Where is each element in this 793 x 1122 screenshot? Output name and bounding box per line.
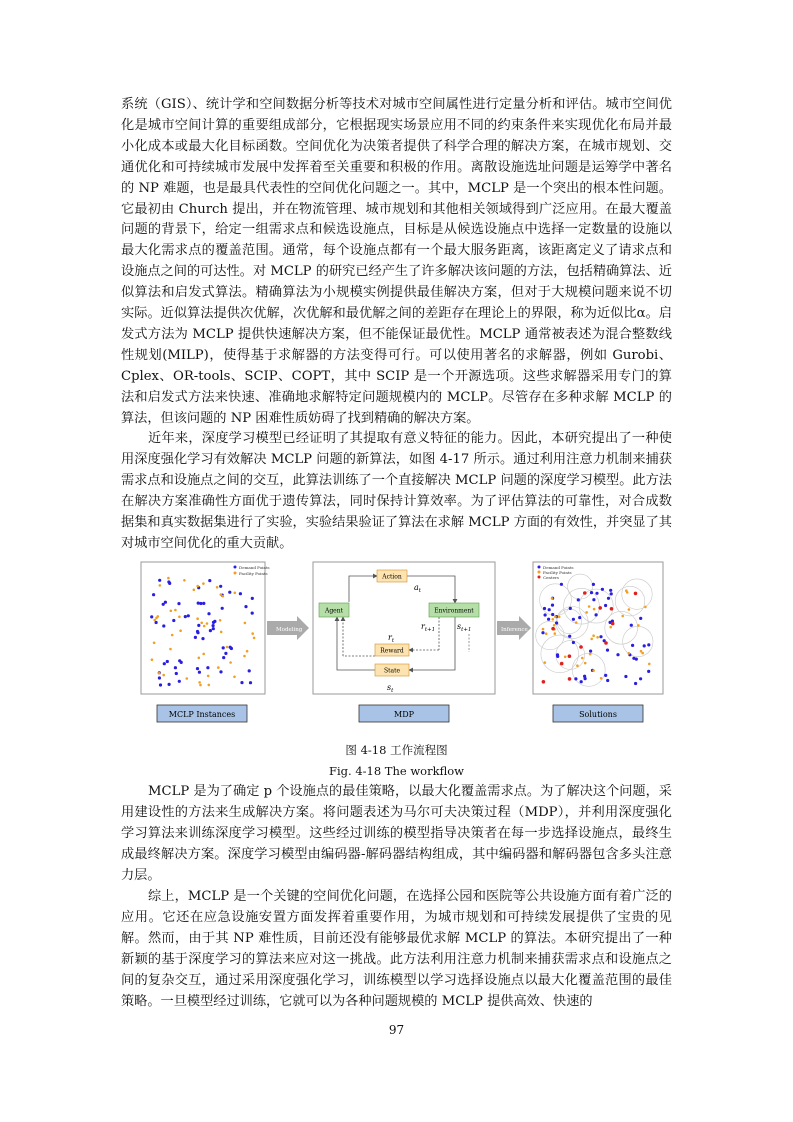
demand-point <box>209 629 212 632</box>
body-paragraph-4: 综上，MCLP 是一个关键的空间优化问题，在选择公园和医院等公共设施方面有着广泛的应用。它还在应急设施安置方面发挥着重要作用，为城市规划和可持续发展提供了宝贵的见解。然而，由于其 NP 难性质，目前还没有能够最优求解 MCLP 的算法。本研究提出了一种新颖的基于深度学习的算法来应对这一挑战。此方法利用注意力机制来捕获需求点和设施点之间的复杂交互，通过采用深度强化学习，训练模型以学习选择设施点以最大化覆盖范围的最佳策略。一旦模型经过训练，它就可以为各种问题规模的 MCLP 提供高效、快速的 <box>121 889 672 1009</box>
demand-point <box>634 682 637 685</box>
facility-point <box>179 629 182 632</box>
facility-point <box>590 638 593 641</box>
body-paragraph-2: 近年来，深度学习模型已经证明了其提取有意义特征的能力。因此，本研究提出了一种使用深度强化学习有效解决 MCLP 问题的新算法，如图 4-17 所示。通过利用注意力机制来捕获需求点和设施点之间的交互，此算法训练了一个直接解决 MCLP 问题的深度学习模型。此方法在解决方案准确性方面优于遗传算法，同时保持计算效率。为了评估算法的可靠性，对合成数据集和真实数据集进行了实验，实验结果验证了算法在求解 MCLP 方面的有效性，并突显了其对城市空间优化的重大贡献。 <box>121 431 672 551</box>
facility-point <box>199 684 202 687</box>
demand-point <box>572 641 575 644</box>
demand-point <box>551 613 554 616</box>
facility-point <box>217 666 220 669</box>
demand-point <box>595 592 598 595</box>
facility-point <box>609 626 612 629</box>
facility-point <box>554 632 557 635</box>
facility-point <box>593 608 596 611</box>
inference-arrow <box>497 616 531 640</box>
demand-point <box>543 607 546 610</box>
demand-point <box>187 614 190 617</box>
demand-point <box>174 666 177 669</box>
demand-point <box>229 646 232 649</box>
center-point <box>611 622 615 626</box>
solutions-label: Solutions <box>579 710 617 719</box>
demand-point <box>164 601 167 604</box>
demand-point <box>178 659 181 662</box>
legend-center-marker-right <box>538 576 541 579</box>
demand-point <box>551 604 554 607</box>
facility-point <box>226 646 229 649</box>
demand-point <box>162 624 165 627</box>
facility-point <box>626 591 629 594</box>
instances-label: MCLP Instances <box>168 710 236 719</box>
facility-point <box>202 653 205 656</box>
facility-point <box>542 628 545 631</box>
demand-point <box>197 624 200 627</box>
center-point <box>568 677 572 681</box>
facility-point <box>628 652 631 655</box>
demand-point <box>158 676 161 679</box>
facility-point <box>243 655 246 658</box>
demand-point <box>604 674 607 677</box>
page-number: 97 <box>388 1023 405 1037</box>
reward-symbol-sub: t <box>391 638 395 644</box>
demand-point <box>166 660 169 663</box>
demand-point <box>168 683 171 686</box>
demand-point <box>624 675 627 678</box>
demand-point <box>196 667 199 670</box>
demand-point <box>639 677 642 680</box>
demand-point <box>601 588 604 591</box>
legend-facility-label: Facility Points <box>239 571 268 576</box>
demand-point <box>249 681 252 684</box>
facility-point <box>186 677 189 680</box>
facility-point <box>545 632 548 635</box>
facility-point <box>628 608 631 611</box>
facility-point <box>592 634 595 637</box>
demand-point <box>630 624 633 627</box>
action-symbol-sub: t <box>418 588 421 594</box>
facility-point <box>198 681 201 684</box>
demand-point <box>197 602 200 605</box>
state-symbol-base: s <box>387 683 392 692</box>
figure-caption-cn: 图 4-18 工作流程图 <box>345 743 448 757</box>
facility-point <box>207 675 210 678</box>
facility-point <box>216 586 219 589</box>
facility-point <box>219 619 222 622</box>
center-point <box>634 592 638 596</box>
body-paragraph-1: 系统（GIS）、统计学和空间数据分析等技术对城市空间属性进行定量分析和评估。城市空间优化是城市空间计算的重要组成部分，它根据现实场景应用不同的约束条件来实现优化布局并最小化成本或最大化目标函数。空间优化为决策者提供了科学合理的解决方案，在城市规划、交通优化和可持续城市发展中发挥着至关重要和积极的作用。离散设施选址问题是运筹学中著名的 NP 难题，也是最具代表性的空间优化问题之一。其中，MCLP 是一个突出的根本性问题。它最初由 Church 提出，并在物流管理、城市规划和其他相关领域得到广泛应用。在最大覆盖问题的背景下，给定一组需求点和候选设施点，目标是从候选设施点中选择一定数量的设施以最大化需求点的覆盖范围。通常，每个设施点都有一个最大服务距离，该距离定义了请求点和设施点之间的可达性。对 MCLP 的研究已经产生了许多解决该问题的方法，包括精确算法、近似算法和启发式算法。精确算法为小规模实例提供最佳解决方案，但对于大规模问题来说不切实际。近似算法提供次优解，次优解和最优解之间的差距存在理论上的界限，称为近似比α。启发式方法为 MCLP 提供快速解决方案，但不能保证最优性。MCLP 通常被表述为混合整数线性规划(MILP)，使得基于求解器的方法变得可行。可以使用著名的求解器，例如 Gurobi、Cplex、OR-tools、SCIP、COPT，其中 SCIP 是一个开源选项。这些求解器采用专门的算法和启发式方法来快速、准确地求解特定问题规模内的 MCLP。尽管存在多种求解 MCLP 的算法，但该问题的 NP 困难性质妨碍了找到精确的解决方案。 <box>121 97 672 426</box>
facility-point <box>203 625 206 628</box>
facility-point <box>558 616 561 619</box>
modeling-label: Modeling <box>276 627 303 633</box>
demand-point <box>199 602 202 605</box>
demand-point <box>172 619 175 622</box>
facility-point <box>552 618 555 621</box>
facility-point <box>564 656 567 659</box>
agent-label: Agent <box>325 607 343 615</box>
demand-point <box>184 615 187 618</box>
demand-point <box>202 602 205 605</box>
state-label: State <box>383 667 401 675</box>
center-point <box>610 607 614 611</box>
facility-point <box>169 648 172 651</box>
demand-point <box>194 636 197 639</box>
demand-point <box>222 656 225 659</box>
demand-point <box>643 644 646 647</box>
modeling-arrow <box>267 616 309 640</box>
next-state-symbol-sub: t+1 <box>461 627 472 633</box>
facility-point <box>554 616 557 619</box>
facility-point <box>200 622 203 625</box>
demand-point <box>208 579 211 582</box>
demand-point <box>158 579 161 582</box>
center-point <box>579 645 583 649</box>
demand-point <box>580 680 583 683</box>
facility-point <box>222 595 225 598</box>
facility-point <box>229 661 232 664</box>
action-symbol-base: a <box>414 583 419 592</box>
facility-point <box>167 577 170 580</box>
demand-point <box>239 592 242 595</box>
legend-demand-marker <box>234 566 237 569</box>
facility-point <box>206 622 209 625</box>
demand-point <box>221 607 224 610</box>
demand-point <box>206 666 209 669</box>
demand-point <box>616 653 619 656</box>
facility-point <box>592 669 595 672</box>
demand-point <box>541 631 544 634</box>
demand-point <box>635 658 638 661</box>
facility-point <box>233 676 236 679</box>
facility-point <box>600 677 603 680</box>
facility-point <box>244 622 247 625</box>
demand-point <box>213 620 216 623</box>
demand-point <box>595 613 598 616</box>
facility-point <box>170 610 173 613</box>
facility-point <box>576 664 579 667</box>
demand-point <box>175 672 178 675</box>
demand-point <box>177 602 180 605</box>
demand-point <box>207 612 210 615</box>
facility-point <box>196 585 199 588</box>
facility-point <box>220 631 223 634</box>
demand-point <box>248 669 251 672</box>
demand-point <box>574 677 577 680</box>
facility-point <box>178 616 181 619</box>
facility-point <box>153 642 156 645</box>
legend-center-label-right: Centers <box>543 575 559 580</box>
demand-point <box>544 613 547 616</box>
facility-point <box>251 632 254 635</box>
body-paragraph-3: MCLP 是为了确定 p 个设施点的最佳策略，以最大化覆盖需求点。为了解决这个问题，采用建设性的方法来生成解决方案。将问题表述为马尔可夫决策过程（MDP），并利用深度强化学习算法来训练深度学习模型。这些经过训练的模型指导决策者在每一步选择设施点，最终生成最终解决方案。深度学习模型由编码器-解码器结构组成，其中编码器和解码器包含多头注意力层。 <box>121 784 672 883</box>
demand-point <box>590 591 593 594</box>
facility-point <box>588 605 591 608</box>
state-symbol-sub: t <box>391 688 394 694</box>
action-label: Action <box>382 573 402 581</box>
demand-point <box>212 624 215 627</box>
demand-point <box>244 605 247 608</box>
demand-point <box>548 608 551 611</box>
demand-point <box>251 612 254 615</box>
facility-point <box>641 652 644 655</box>
facility-point <box>155 617 158 620</box>
demand-point <box>547 618 550 621</box>
facility-point <box>174 609 177 612</box>
facility-point <box>648 663 651 666</box>
facility-point <box>151 658 154 661</box>
demand-point <box>219 670 222 673</box>
facility-point <box>202 582 205 585</box>
facility-point <box>621 615 624 618</box>
facility-point <box>193 589 196 592</box>
demand-point <box>228 591 231 594</box>
facility-point <box>253 637 256 640</box>
demand-point <box>647 643 650 646</box>
facility-point <box>551 597 554 600</box>
facility-point <box>234 592 237 595</box>
demand-point <box>219 585 222 588</box>
demand-point <box>639 617 642 620</box>
demand-point <box>196 630 199 633</box>
next-state-symbol-base: s <box>457 622 462 631</box>
demand-point <box>155 621 158 624</box>
demand-point <box>159 683 162 686</box>
center-point <box>604 641 608 645</box>
center-point <box>583 591 587 595</box>
legend-facility-marker-right <box>538 571 541 574</box>
demand-point <box>560 583 563 586</box>
demand-point <box>556 653 559 656</box>
demand-point <box>589 650 592 653</box>
facility-point <box>581 657 584 660</box>
demand-point <box>583 675 586 678</box>
demand-point <box>568 635 571 638</box>
demand-point <box>577 598 580 601</box>
facility-point <box>183 579 186 582</box>
center-point <box>551 627 555 631</box>
facility-point <box>153 619 156 622</box>
demand-point <box>599 635 602 638</box>
legend-demand-marker-right <box>538 566 541 569</box>
facility-point <box>589 653 592 656</box>
demand-point <box>592 583 595 586</box>
demand-point <box>167 580 170 583</box>
facility-point <box>644 606 647 609</box>
demand-point <box>251 597 254 600</box>
demand-point <box>569 607 572 610</box>
demand-point <box>647 670 650 673</box>
demand-point <box>150 615 153 618</box>
workflow-figure <box>139 560 669 728</box>
center-point <box>542 680 546 684</box>
inference-label: Inference <box>501 627 528 633</box>
demand-point <box>555 621 558 624</box>
figure-caption-en: Fig. 4-18 The workflow <box>328 764 465 778</box>
legend-demand-label-right: Demand Points <box>543 565 574 570</box>
demand-point <box>178 680 181 683</box>
demand-point <box>163 662 166 665</box>
demand-point <box>631 644 634 647</box>
demand-point <box>606 679 609 682</box>
next-reward-symbol-sub: t+1 <box>424 627 436 633</box>
next-reward-symbol-base: r <box>421 622 425 631</box>
demand-point <box>224 652 227 655</box>
demand-point <box>212 627 215 630</box>
demand-point <box>222 646 225 649</box>
facility-point <box>162 674 165 677</box>
demand-point <box>572 618 575 621</box>
facility-point <box>584 662 587 665</box>
demand-point <box>198 671 201 674</box>
instances-panel <box>141 562 270 694</box>
facility-point <box>596 636 599 639</box>
demand-point <box>592 598 595 601</box>
reward-label: Reward <box>380 647 404 655</box>
facility-point <box>585 611 588 614</box>
facility-point <box>246 650 249 653</box>
reward-symbol-base: r <box>388 633 392 642</box>
center-point <box>560 662 564 666</box>
demand-point <box>152 593 155 596</box>
demand-point <box>610 592 613 595</box>
mdp-panel <box>313 562 495 694</box>
facility-point <box>158 672 161 675</box>
facility-point <box>196 617 199 620</box>
legend-demand-label: Demand Points <box>239 565 270 570</box>
facility-point <box>159 584 162 587</box>
facility-point <box>553 624 556 627</box>
facility-point <box>171 634 174 637</box>
center-point <box>598 606 602 610</box>
center-point <box>568 654 572 658</box>
legend-facility-marker <box>234 572 237 575</box>
facility-point <box>198 657 201 660</box>
demand-point <box>609 589 612 592</box>
facility-point <box>544 661 547 664</box>
demand-point <box>201 637 204 640</box>
demand-point <box>606 649 609 652</box>
environment-label: Environment <box>434 607 474 615</box>
solutions-panel <box>533 562 663 694</box>
mdp-label: MDP <box>394 710 414 719</box>
facility-point <box>637 624 640 627</box>
facility-point <box>575 621 578 624</box>
legend-facility-label-right: Facility Points <box>543 570 572 575</box>
demand-point <box>240 681 243 684</box>
demand-point <box>578 616 581 619</box>
demand-point <box>607 597 610 600</box>
facility-point <box>208 684 211 687</box>
demand-point <box>604 604 607 607</box>
